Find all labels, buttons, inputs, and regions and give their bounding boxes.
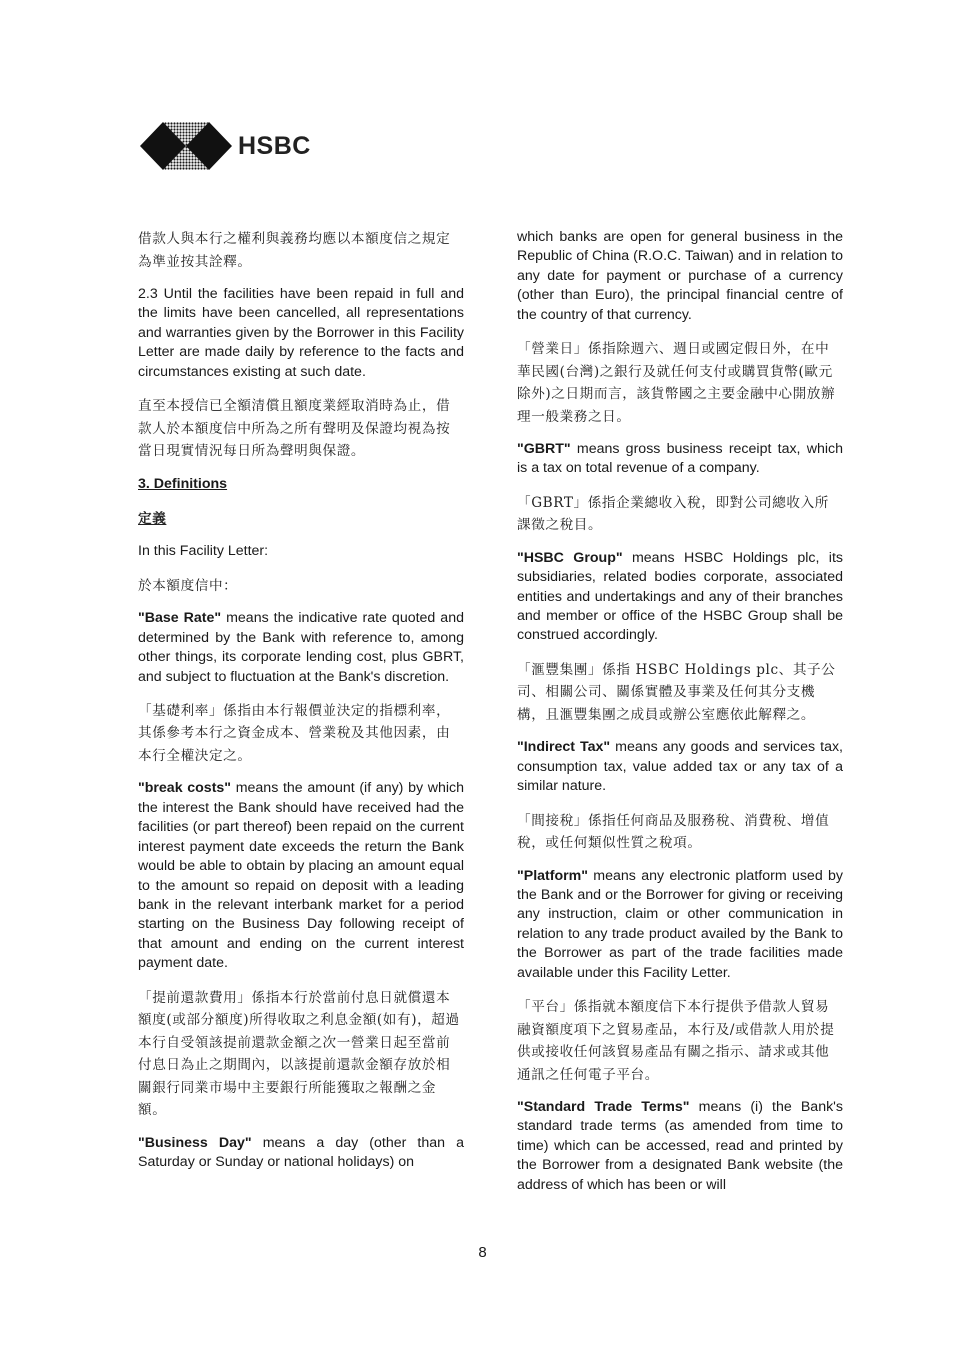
definition-platform-zh: 「平台」係指就本額度信下本行提供予借款人貿易融資額度項下之貿易產品，本行及/或借款人用於提供或接收任何該貿易產品有關之指示、請求或其他通訊之任何電子平台。	[517, 999, 835, 1083]
definition-gbrt-text: means gross business receipt tax, which is a tax on total revenue of a company.	[517, 441, 843, 477]
right-column	[517, 228, 843, 1208]
definition-standard-trade-terms	[517, 1098, 843, 1195]
term-hsbc-group: "HSBC Group"	[517, 549, 623, 566]
term-gbrt: "GBRT"	[517, 441, 571, 458]
hsbc-logo	[140, 122, 311, 170]
definition-indirect-tax	[517, 738, 843, 796]
definition-indirect-tax-zh: 「間接稅」係指任何商品及服務稅、消費稅、增值稅，或任何類似性質之稅項。	[517, 812, 830, 852]
definition-business-day-zh: 「營業日」係指除週六、週日或國定假日外，在中華民國(台灣)之銀行及就任何支付或購買貨幣(歐元除外)之日期而言，該貨幣國之主要金融中心開放辦理一般業務之日。	[517, 341, 836, 425]
section-heading: 3. Definitions	[138, 475, 228, 492]
section-heading-zh: 定義	[138, 510, 167, 527]
definitions-intro-zh: 於本額度信中：	[138, 577, 238, 594]
hsbc-hexagon-icon	[140, 122, 232, 170]
left-column	[138, 228, 464, 1185]
definition-standard-trade-terms-text: means (i) the Bank's standard trade terms (as amended from time to time) which can be accessed, read and printed by the Borrower from a designated Bank website (the address of which has been or will	[517, 1099, 843, 1193]
definition-break-costs-zh: 「提前還款費用」係指本行於當前付息日就償還本額度(或部分額度)所得收取之利息金額(如有)，超過本行自受領該提前還款金額之次一營業日起至當前付息日為止之期間內，以該提前還款金額存放於相關銀行同業市場中主要銀行所能獲取之報酬之金額。	[138, 989, 460, 1119]
clause-2-2-zh: 借款人與本行之權利與義務均應以本額度信之規定為準並按其詮釋。	[138, 231, 451, 270]
definition-business-day-text: means a day (other than a Saturday or Sunday or national holidays) on	[138, 1134, 464, 1170]
term-platform: "Platform"	[517, 867, 588, 884]
clause-2-3-zh: 直至本授信已全額清償且額度業經取消時為止，借款人於本額度信中所為之所有聲明及保證均視為按當日現實情況每日所為聲明與保證。	[138, 398, 451, 460]
definition-gbrt	[517, 440, 843, 479]
term-indirect-tax: "Indirect Tax"	[517, 739, 611, 756]
definition-base-rate	[138, 609, 464, 687]
definition-platform-text: means any electronic platform used by the Bank and or the Borrower for giving or receiving any instruction, claim or other communication in relation to any trade product availed by the Bank to the Borrower as part of the trade facilities made available under this Facility Letter.	[517, 867, 843, 981]
definition-business-day-continued: which banks are open for general business in the Republic of China (R.O.C. Taiwan) and in relation to any date for payment or purchase of a currency (other than Euro), the principal financial centre of the country of that currency.	[517, 229, 843, 323]
definition-indirect-tax-text: means any goods and services tax, consumption tax, value added tax or any tax of a similar nature.	[517, 739, 843, 795]
definition-gbrt-zh: 「GBRT」係指企業總收入稅，即對公司總收入所課徵之稅目。	[517, 494, 829, 534]
definition-hsbc-group-zh: 「滙豐集團」係指 HSBC Holdings plc、其子公司、相關公司、關係實體及事業及任何其分支機構，且滙豐集團之成員或辦公室應依此解釋之。	[517, 661, 836, 723]
term-business-day: "Business Day"	[138, 1134, 252, 1151]
definition-hsbc-group-text: means HSBC Holdings plc, its subsidiaries, related bodies corporate, associated entities and undertakings and any of their branches and member or office of the HSBC Group shall be construed accordingly.	[517, 549, 843, 644]
clause-2-3: 2.3 Until the facilities have been repaid in full and the limits have been cancelled, all representations and warranties given by the Borrower in this Facility Letter are made daily by reference to the facts and circumstances existing at such date.	[138, 286, 464, 380]
logo-text: HSBC	[238, 131, 311, 160]
definition-base-rate-text: means the indicative rate quoted and determined by the Bank with reference to, among other things, its corporate lending cost, plus GBRT, and subject to fluctuation at the Bank's discretion.	[138, 610, 464, 685]
page-number: 8	[478, 1244, 487, 1261]
term-break-costs: "break costs"	[138, 780, 232, 797]
definition-base-rate-zh: 「基礎利率」係指由本行報價並決定的指標利率，其係參考本行之資金成本、營業稅及其他因素，由本行全權決定之。	[138, 702, 451, 764]
term-standard-trade-terms: "Standard Trade Terms"	[517, 1099, 690, 1116]
definition-break-costs	[138, 779, 464, 973]
definition-hsbc-group	[517, 549, 843, 646]
definition-break-costs-text: means the amount (if any) by which the interest the Bank should have received had the facilities (or part thereof) been repaid on the current interest payment date exceeds the return the Bank would be able to obtain by placing an amount equal to the amount so repaid on deposit with a leading bank in the relevant interbank market for a period starting on the Business Day following receipt of that amount and ending on the current interest payment date.	[138, 780, 464, 972]
definitions-intro: In this Facility Letter:	[138, 543, 269, 560]
definition-business-day	[138, 1134, 464, 1173]
definition-platform	[517, 867, 843, 983]
term-base-rate: "Base Rate"	[138, 610, 222, 627]
